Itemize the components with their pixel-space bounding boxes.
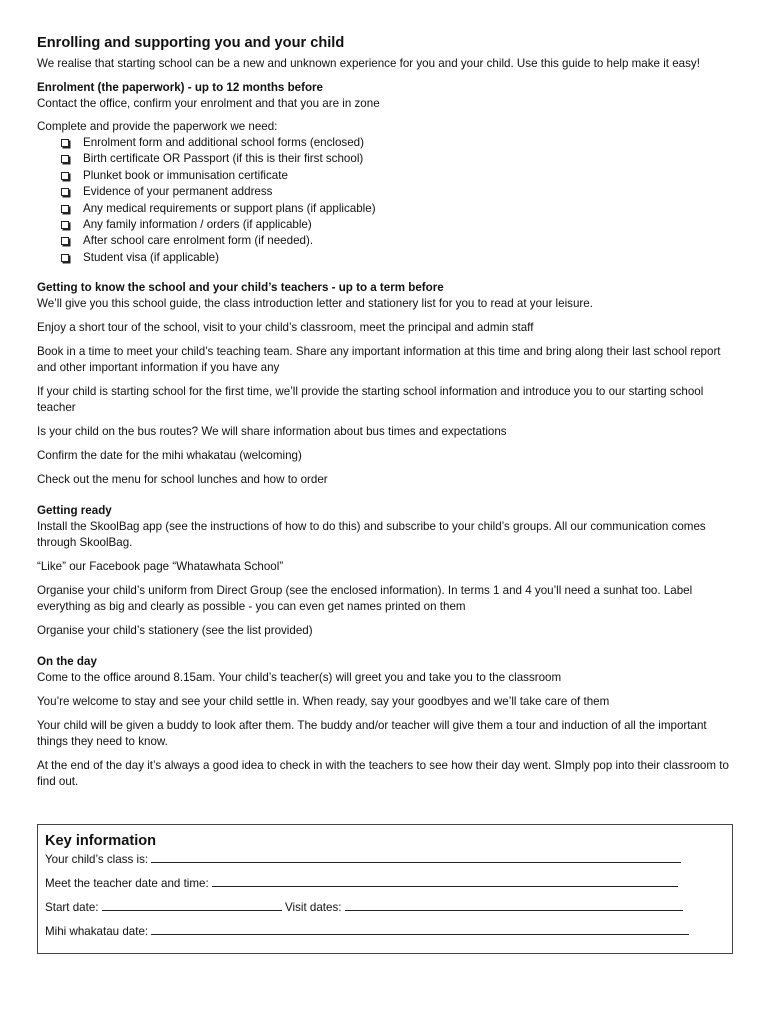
mihi-field [45,922,725,946]
enrolment-heading: Enrolment (the paperwork) - up to 12 months before [37,81,323,94]
key-information-box [37,824,733,954]
paragraph: “Like” our Facebook page “Whatawhata School” [37,560,284,574]
meet-teacher-label: Meet the teacher date and time: [45,877,209,890]
checkbox-icon [61,188,69,196]
getting-to-know-section [37,280,737,488]
paragraph: Enjoy a short tour of the school, visit to your child’s classroom, meet the principal and admin staff [37,321,534,335]
paragraph: At the end of the day it’s always a good idea to check in with the teachers to see how their day went. SImply pop into their classroom to find out. [37,759,729,789]
paragraph: If your child is starting school for the first time, we’ll provide the starting school information and introduce you to our starting school teacher [37,385,704,415]
meet-teacher-field [45,874,725,898]
visit-dates-label: Visit dates: [284,901,342,914]
checklist-item: Student visa (if applicable) [61,250,737,266]
paragraph: Come to the office around 8.15am. Your child’s teacher(s) will greet you and take you to the classroom [37,671,562,685]
class-label: Your child’s class is: [45,853,149,866]
getting-ready-heading: Getting ready [37,504,112,518]
class-field [45,850,725,874]
meet-teacher-input-line[interactable] [212,874,678,887]
checkbox-icon [61,155,69,163]
paragraph: You’re welcome to stay and see your child settle in. When ready, say your goodbyes and we’ll take care of them [37,695,610,709]
visit-dates-input-line[interactable] [345,898,683,911]
checkbox-icon [61,139,69,147]
key-information-heading: Key information [45,833,157,849]
document-body [37,33,737,798]
start-date-input-line[interactable] [102,898,282,911]
checklist-item: Any medical requirements or support plans (if applicable) [61,201,737,217]
dates-field [45,898,725,922]
checkbox-icon [61,205,69,213]
checklist-item: Any family information / orders (if applicable) [61,217,737,233]
paragraph: Organise your child’s stationery (see the list provided) [37,624,313,638]
start-date-label: Start date: [45,901,99,914]
enrolment-line-2: Complete and provide the paperwork we need: [37,120,278,133]
paragraph: Is your child on the bus routes? We will share information about bus times and expectations [37,425,507,439]
checklist-item: After school care enrolment form (if needed). [61,233,737,249]
paragraph: Your child will be given a buddy to look after them. The buddy and/or teacher will give them a tour and induction of all the important things they need to know. [37,719,707,749]
paragraph: Check out the menu for school lunches and how to order [37,473,328,487]
checkbox-icon [61,237,69,245]
paragraph: We’ll give you this school guide, the class introduction letter and stationery list for you to read at your leisure. [37,297,593,311]
checkbox-icon [61,172,69,180]
enrolment-line-1: Contact the office, confirm your enrolment and that you are in zone [37,97,380,110]
on-the-day-section [37,654,737,790]
checklist-item: Evidence of your permanent address [61,184,737,200]
checkbox-icon [61,221,69,229]
class-input-line[interactable] [151,850,681,863]
mihi-date-input-line[interactable] [151,922,689,935]
on-the-day-heading: On the day [37,655,97,669]
getting-to-know-heading: Getting to know the school and your child’s teachers - up to a term before [37,281,444,295]
getting-ready-section [37,503,737,639]
checklist-item: Plunket book or immunisation certificate [61,168,737,184]
checklist-item: Birth certificate OR Passport (if this is their first school) [61,151,737,167]
paragraph: Organise your child’s uniform from Direct Group (see the enclosed information). In terms 1 and 4 you’ll need a sunhat too. Label everything as big and clearly as possible - you can even get names printed on them [37,584,693,614]
intro-paragraph: We realise that starting school can be a new and unknown experience for you and your child. Use this guide to help make it easy! [37,57,700,70]
paragraph: Confirm the date for the mihi whakatau (welcoming) [37,449,302,463]
paragraph: Book in a time to meet your child’s teaching team. Share any important information at this time and bring along their last school report and other important information if you have any [37,345,721,375]
paragraph: Install the SkoolBag app (see the instructions of how to do this) and subscribe to your child’s groups. All our communication comes through SkoolBag. [37,520,706,550]
page-title: Enrolling and supporting you and your child [37,35,345,51]
paperwork-checklist [37,135,737,266]
mihi-date-label: Mihi whakatau date: [45,925,149,938]
checkbox-icon [61,254,69,262]
checklist-item: Enrolment form and additional school forms (enclosed) [61,135,737,151]
enrolment-section [37,80,737,266]
